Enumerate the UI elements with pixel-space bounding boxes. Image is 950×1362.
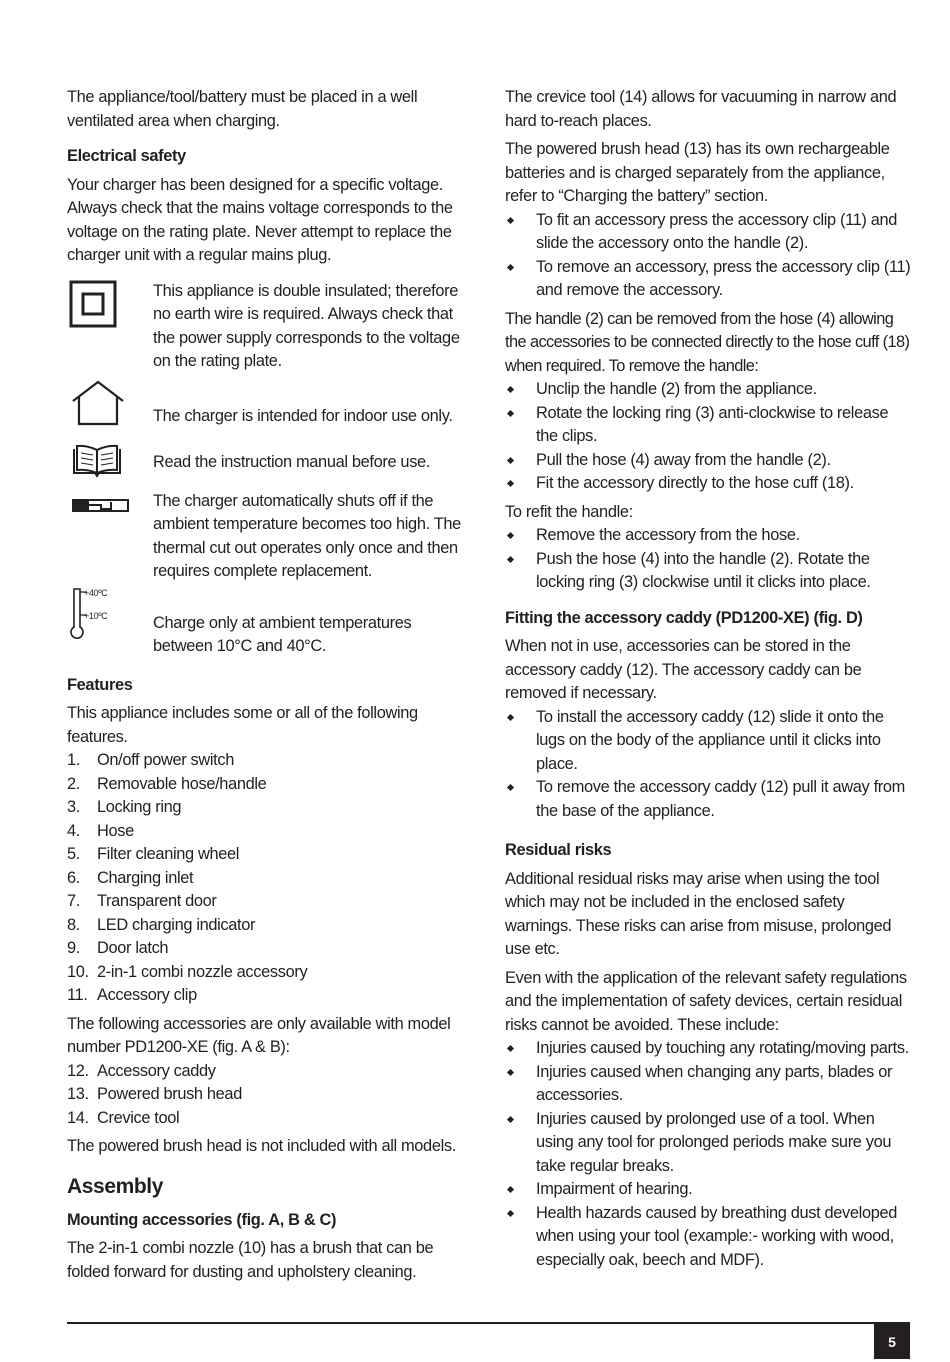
electrical-safety-paragraph: Your charger has been designed for a specific voltage. Always check that the mains voltage corresponds to the voltage on the rating plate. Never attempt to replace the charger unit with a regular mains plug.: [67, 175, 453, 264]
bullet-diamond-icon: [507, 784, 514, 791]
list-item: Push the hose (4) into the handle (2). Rotate the locking ring (3) clockwise until it clicks into place.: [505, 548, 913, 595]
symbol-row-read-manual: [67, 447, 475, 487]
thermometer-low-label: +10ºC: [84, 610, 108, 621]
list-item: 10. 2-in-1 combi nozzle accessory: [67, 962, 308, 981]
brush-head-note: The powered brush head is not included with all models.: [67, 1137, 456, 1155]
thermal-fuse-icon: [71, 496, 133, 516]
list-item: 2. Removable hose/handle: [67, 774, 267, 793]
bullet-diamond-icon: [507, 532, 514, 539]
left-column: [67, 86, 475, 1289]
list-item: To remove an accessory, press the accessory clip (11) and remove the accessory.: [505, 256, 913, 303]
list-item: Fit the accessory directly to the hose cuff (18).: [505, 472, 913, 496]
bullet-diamond-icon: [507, 1209, 514, 1216]
list-item: 6. Charging inlet: [67, 868, 194, 887]
crevice-tool-paragraph: The crevice tool (14) allows for vacuuming in narrow and hard to-reach places.: [505, 88, 897, 130]
list-item: Injuries caused by touching any rotating/moving parts.: [505, 1037, 913, 1061]
thermometer-high-label: +40ºC: [84, 587, 108, 598]
bullet-diamond-icon: [507, 480, 514, 487]
bullet-diamond-icon: [507, 1045, 514, 1052]
list-item: To fit an accessory press the accessory clip (11) and slide the accessory onto the handle (2).: [505, 209, 913, 256]
accessory-caddy-heading: Fitting the accessory caddy (PD1200-XE) (fig. D): [505, 608, 863, 627]
bullet-diamond-icon: [507, 1186, 514, 1193]
list-item: 11. Accessory clip: [67, 986, 197, 1004]
bullet-diamond-icon: [507, 409, 514, 416]
symbol-row-double-insulation: [67, 280, 475, 374]
list-item: Pull the hose (4) away from the handle (2).: [505, 449, 913, 473]
bullet-diamond-icon: [507, 555, 514, 562]
refit-handle-list: [505, 524, 913, 595]
list-item: 5. Filter cleaning wheel: [67, 845, 240, 863]
assembly-heading: Assembly: [67, 1174, 164, 1198]
right-column: [505, 86, 913, 1277]
handle-paragraph: The handle (2) can be removed from the hose (4) allowing the accessories to be connected directly to the hose cuff (18) when required. To remove the handle:: [505, 309, 910, 375]
book-icon: [71, 443, 123, 479]
electrical-safety-heading: Electrical safety: [67, 147, 186, 165]
mounting-accessories-heading: Mounting accessories (fig. A, B & C): [67, 1210, 337, 1229]
symbol-row-ambient-temperature: [67, 587, 475, 662]
features-heading: Features: [67, 675, 133, 694]
list-item: 9. Door latch: [67, 939, 169, 957]
residual-risks-heading: Residual risks: [505, 841, 612, 859]
features-intro: This appliance includes some or all of the following features.: [67, 704, 418, 746]
remove-handle-list: [505, 378, 913, 496]
list-item: 3. Locking ring: [67, 798, 182, 816]
list-item: Unclip the handle (2) from the appliance.: [505, 378, 913, 402]
bullet-diamond-icon: [507, 1068, 514, 1075]
double-insulation-icon: [69, 280, 119, 330]
list-item: Rotate the locking ring (3) anti-clockwise to release the clips.: [505, 402, 913, 449]
list-item: 14. Crevice tool: [67, 1108, 180, 1127]
accessory-caddy-list: [505, 706, 913, 824]
list-item: Remove the accessory from the hose.: [505, 524, 913, 548]
brush-head-paragraph: The powered brush head (13) has its own rechargeable batteries and is charged separately from the appliance, refer to “Charging the battery” section.: [505, 140, 890, 205]
symbol-text: The charger is intended for indoor use only.: [153, 406, 453, 425]
bullet-diamond-icon: [507, 263, 514, 270]
list-item: Injuries caused by prolonged use of a tool. When using any tool for prolonged periods make sure you take regular breaks.: [505, 1108, 913, 1179]
symbol-text: Charge only at ambient temperatures between 10°C and 40°C.: [153, 613, 412, 655]
bullet-diamond-icon: [507, 1115, 514, 1122]
bullet-diamond-icon: [507, 713, 514, 720]
list-item: 7. Transparent door: [67, 892, 217, 910]
page-number: 5: [874, 1324, 910, 1359]
symbol-text: Read the instruction manual before use.: [153, 452, 431, 471]
mounting-accessories-paragraph: The 2-in-1 combi nozzle (10) has a brush that can be folded forward for dusting and upholstery cleaning.: [67, 1239, 434, 1281]
residual-risks-list: [505, 1037, 913, 1272]
list-item: 8. LED charging indicator: [67, 915, 256, 934]
thermometer-icon: [70, 587, 140, 643]
charging-area-paragraph: The appliance/tool/battery must be placed in a well ventilated area when charging.: [67, 88, 418, 130]
list-item: Injuries caused when changing any parts, blades or accessories.: [505, 1061, 913, 1108]
residual-risks-paragraph-1: Additional residual risks may arise when using the tool which may not be included in the enclosed safety warnings. These risks can arise from misuse, prolonged use etc.: [505, 869, 892, 958]
list-item: To install the accessory caddy (12) slide it onto the lugs on the body of the appliance until it clicks into place.: [505, 706, 913, 777]
footer-divider: [67, 1322, 910, 1324]
fit-accessory-list: [505, 209, 913, 303]
list-item: To remove the accessory caddy (12) pull it away from the base of the appliance.: [505, 776, 913, 823]
list-item: 4. Hose: [67, 821, 134, 840]
bullet-diamond-icon: [507, 456, 514, 463]
model-accessories-list: [67, 1060, 475, 1131]
features-list: [67, 749, 475, 1008]
list-item: 1. On/off power switch: [67, 751, 234, 769]
bullet-diamond-icon: [507, 216, 514, 223]
symbol-row-thermal-cutout: [67, 490, 475, 584]
model-accessories-intro: The following accessories are only available with model number PD1200-XE (fig. A & B):: [67, 1014, 451, 1056]
list-item: 13. Powered brush head: [67, 1085, 242, 1103]
residual-risks-paragraph-2: Even with the application of the relevant safety regulations and the implementation of safety devices, certain residual risks cannot be avoided. These include:: [505, 968, 907, 1034]
bullet-diamond-icon: [507, 386, 514, 393]
symbol-text: This appliance is double insulated; therefore no earth wire is required. Always check that the power supply corresponds to the voltage on the rating plate.: [153, 281, 460, 370]
house-icon: [70, 379, 126, 427]
list-item: 12. Accessory caddy: [67, 1061, 216, 1080]
list-item: Impairment of hearing.: [505, 1178, 913, 1202]
symbol-text: The charger automatically shuts off if the ambient temperature becomes too high. The thermal cut out operates only once and then requires complete replacement.: [153, 491, 461, 580]
accessory-caddy-paragraph: When not in use, accessories can be stored in the accessory caddy (12). The accessory caddy can be removed if necessary.: [505, 637, 862, 702]
symbol-row-indoor-use: [67, 381, 475, 433]
refit-handle-paragraph: To refit the handle:: [505, 502, 633, 521]
list-item: Health hazards caused by breathing dust developed when using your tool (example:- working with wood, especially oak, beech and MDF).: [505, 1202, 913, 1273]
